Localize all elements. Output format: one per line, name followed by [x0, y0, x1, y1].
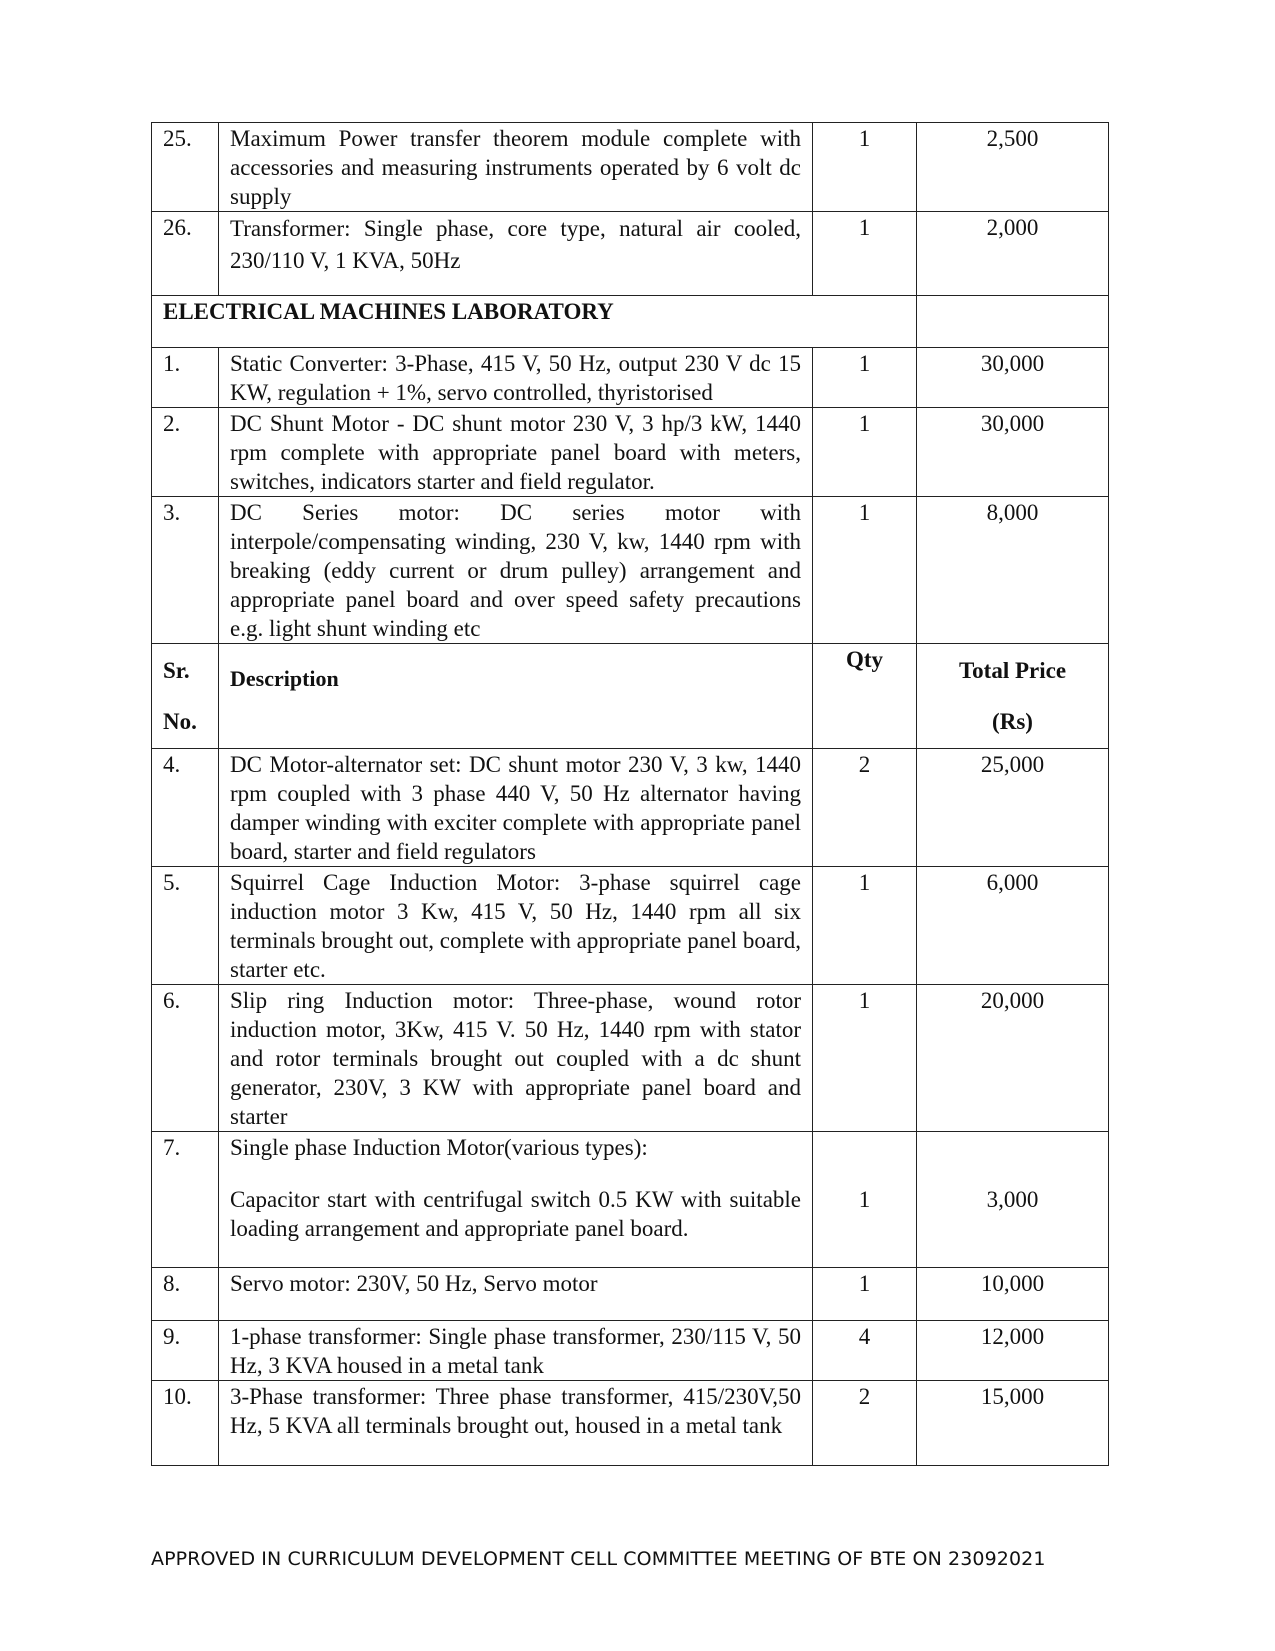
item-qty: 1 — [813, 212, 917, 296]
sr-no: 1. — [152, 348, 219, 408]
item-qty: 2 — [813, 1381, 917, 1466]
item-qty: 1 — [813, 123, 917, 212]
sr-no: 8. — [152, 1268, 219, 1321]
table-row — [152, 1132, 1109, 1268]
item-description: 1-phase transformer: Single phase transformer, 230/115 V, 50 Hz, 3 KVA housed in a metal tank — [219, 1321, 813, 1381]
table-row — [152, 497, 1109, 644]
sr-no: 26. — [152, 212, 219, 296]
item-qty: 4 — [813, 1321, 917, 1381]
item-price: 6,000 — [917, 867, 1109, 985]
sr-no: 6. — [152, 985, 219, 1132]
item-qty: 1 — [813, 867, 917, 985]
table-row — [152, 212, 1109, 296]
equipment-table — [151, 122, 1109, 1466]
sr-no: 9. — [152, 1321, 219, 1381]
item-description: Slip ring Induction motor: Three-phase, wound rotor induction motor, 3Kw, 415 V. 50 Hz, 1440 rpm with stator and rotor terminals brought out coupled with a dc shunt generator, 230V, 3 KW with appropriate panel board and starter — [219, 985, 813, 1132]
item-price: 25,000 — [917, 749, 1109, 867]
table-row — [152, 123, 1109, 212]
header-description: Description — [219, 644, 813, 749]
empty-cell — [917, 296, 1109, 348]
header-qty: Qty — [813, 644, 917, 749]
item-price: 20,000 — [917, 985, 1109, 1132]
item-qty: 1 — [813, 408, 917, 497]
item-price: 30,000 — [917, 408, 1109, 497]
item-description: DC Shunt Motor - DC shunt motor 230 V, 3 hp/3 kW, 1440 rpm complete with appropriate panel board with meters, switches, indicators starter and field regulator. — [219, 408, 813, 497]
item-qty: 1 — [813, 1132, 917, 1268]
item-price: 2,500 — [917, 123, 1109, 212]
table-row — [152, 749, 1109, 867]
item-description: DC Series motor: DC series motor with interpole/compensating winding, 230 V, kw, 1440 rpm with breaking (eddy current or drum pulley) arrangement and appropriate panel board and over speed safety precautions e.g. light shunt winding etc — [219, 497, 813, 644]
table-row — [152, 867, 1109, 985]
spacer — [230, 1162, 801, 1185]
item-description: DC Motor-alternator set: DC shunt motor 230 V, 3 kw, 1440 rpm coupled with 3 phase 440 V, 50 Hz alternator having damper winding with exciter complete with appropriate panel board, starter and field regulators — [219, 749, 813, 867]
sr-no: 3. — [152, 497, 219, 644]
sr-no: 2. — [152, 408, 219, 497]
table-row — [152, 348, 1109, 408]
item-price: 8,000 — [917, 497, 1109, 644]
header-price-line2: (Rs) — [992, 709, 1033, 734]
item-description-title: Single phase Induction Motor(various types): — [230, 1135, 648, 1160]
table-row — [152, 408, 1109, 497]
sr-no: 5. — [152, 867, 219, 985]
sr-no: 10. — [152, 1381, 219, 1466]
item-price: 2,000 — [917, 212, 1109, 296]
section-row — [152, 296, 1109, 348]
sr-no: 25. — [152, 123, 219, 212]
header-sr-line2: No. — [163, 709, 197, 734]
item-qty: 2 — [813, 749, 917, 867]
table-row — [152, 1268, 1109, 1321]
table-row — [152, 1321, 1109, 1381]
item-description: Squirrel Cage Induction Motor: 3-phase squirrel cage induction motor 3 Kw, 415 V, 50 Hz, 1440 rpm all six terminals brought out, complete with appropriate panel board, starter etc. — [219, 867, 813, 985]
item-price: 15,000 — [917, 1381, 1109, 1466]
item-price: 12,000 — [917, 1321, 1109, 1381]
item-qty: 1 — [813, 1268, 917, 1321]
header-price-line1: Total Price — [958, 658, 1067, 683]
item-description: Static Converter: 3-Phase, 415 V, 50 Hz, output 230 V dc 15 KW, regulation + 1%, servo controlled, thyristorised — [219, 348, 813, 408]
item-description — [219, 1132, 813, 1268]
item-description: Transformer: Single phase, core type, natural air cooled, 230/110 V, 1 KVA, 50Hz — [219, 212, 813, 296]
header-price — [917, 644, 1109, 749]
item-price: 30,000 — [917, 348, 1109, 408]
sr-no: 7. — [152, 1132, 219, 1268]
item-description-body: Capacitor start with centrifugal switch 0.5 KW with suitable loading arrangement and appropriate panel board. — [230, 1187, 801, 1241]
item-price: 10,000 — [917, 1268, 1109, 1321]
item-description: 3-Phase transformer: Three phase transformer, 415/230V,50 Hz, 5 KVA all terminals brought out, housed in a metal tank — [219, 1381, 813, 1466]
item-description: Maximum Power transfer theorem module complete with accessories and measuring instruments operated by 6 volt dc supply — [219, 123, 813, 212]
table-header-row — [152, 644, 1109, 749]
header-sr-line1: Sr. — [163, 658, 190, 683]
sr-no: 4. — [152, 749, 219, 867]
item-qty: 1 — [813, 348, 917, 408]
table-row — [152, 985, 1109, 1132]
approval-footer: APPROVED IN CURRICULUM DEVELOPMENT CELL COMMITTEE MEETING OF BTE ON 23092021 — [151, 1548, 1046, 1570]
header-sr-no — [152, 644, 219, 749]
item-description: Servo motor: 230V, 50 Hz, Servo motor — [219, 1268, 813, 1321]
table-row — [152, 1381, 1109, 1466]
section-title: ELECTRICAL MACHINES LABORATORY — [152, 296, 917, 348]
item-qty: 1 — [813, 985, 917, 1132]
item-price: 3,000 — [917, 1132, 1109, 1268]
item-qty: 1 — [813, 497, 917, 644]
